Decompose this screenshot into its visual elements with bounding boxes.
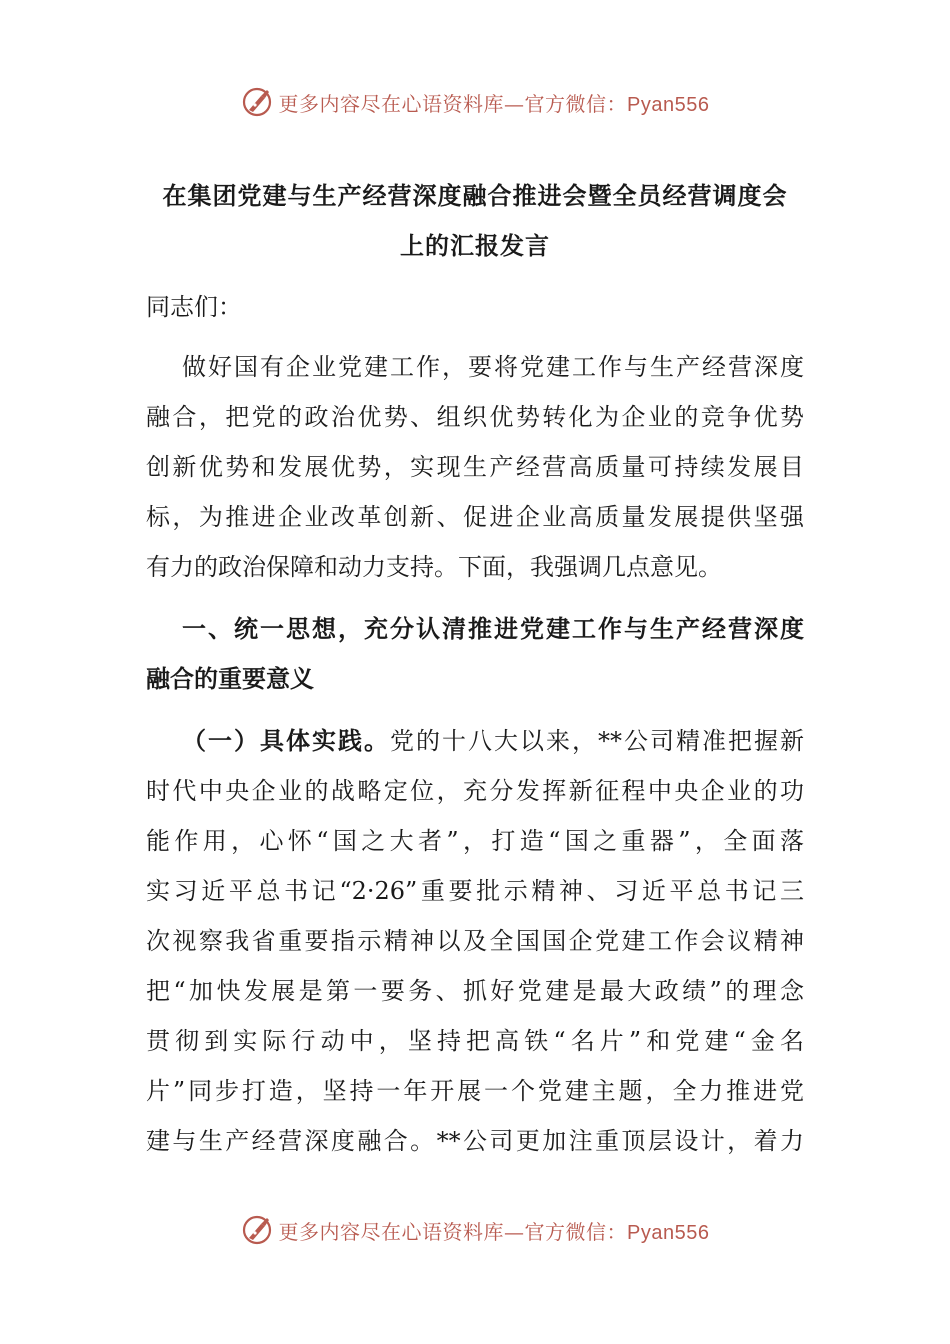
paragraph-line: 创新优势和发展优势，实现生产经营高质量可持续发展目 (146, 453, 804, 481)
watermark-text: 更多内容尽在心语资料库—官方微信：Pyan556 (278, 91, 710, 116)
pen-nib-circle-icon (241, 86, 273, 118)
paragraph-line: 实习近平总书记“2·26”重要批示精神、习近平总书记三 (146, 877, 804, 905)
paragraph-line: 做好国有企业党建工作，要将党建工作与生产经营深度 (182, 353, 804, 381)
watermark-text: 更多内容尽在心语资料库—官方微信：Pyan556 (278, 1219, 710, 1244)
pen-nib-circle-icon (241, 1214, 273, 1246)
paragraph-line: 把“加快发展是第一要务、抓好党建是最大政绩”的理念 (146, 977, 804, 1005)
salutation: 同志们： (146, 293, 242, 321)
watermark-banner-top (0, 80, 950, 124)
paragraph-line: 融合，把党的政治优势、组织优势转化为企业的竞争优势 (146, 403, 804, 431)
paragraph-line: 建与生产经营深度融合。**公司更加注重顶层设计，着力 (146, 1127, 804, 1155)
paragraph-line: 时代中央企业的战略定位，充分发挥新征程中央企业的功 (146, 777, 804, 805)
document-title-line-2: 上的汇报发言 (400, 231, 550, 260)
paragraph-line: 贯彻到实际行动中，坚持把高铁“名片”和党建“金名 (146, 1027, 804, 1055)
paragraph-line: 有力的政治保障和动力支持。下面，我强调几点意见。 (146, 553, 722, 581)
section-heading-line-2: 融合的重要意义 (146, 664, 314, 693)
paragraph-line: 片”同步打造，坚持一年开展一个党建主题，全力推进党 (146, 1077, 804, 1105)
document-title-line-1: 在集团党建与生产经营深度融合推进会暨全员经营调度会 (162, 181, 788, 210)
subsection-heading: （一）具体实践。 (182, 726, 390, 755)
paragraph-line: 标，为推进企业改革创新、促进企业高质量发展提供坚强 (146, 503, 804, 531)
subsection-first-line: （一）具体实践。党的十八大以来，**公司精准把握新 (182, 726, 804, 755)
paragraph-line: 能作用，心怀“国之大者”，打造“国之重器”，全面落 (146, 827, 804, 855)
watermark-banner-bottom (0, 1208, 950, 1252)
paragraph-line: 次视察我省重要指示精神以及全国国企党建工作会议精神 (146, 927, 804, 955)
section-heading-line-1: 一、统一思想，充分认清推进党建工作与生产经营深度 (182, 614, 804, 643)
